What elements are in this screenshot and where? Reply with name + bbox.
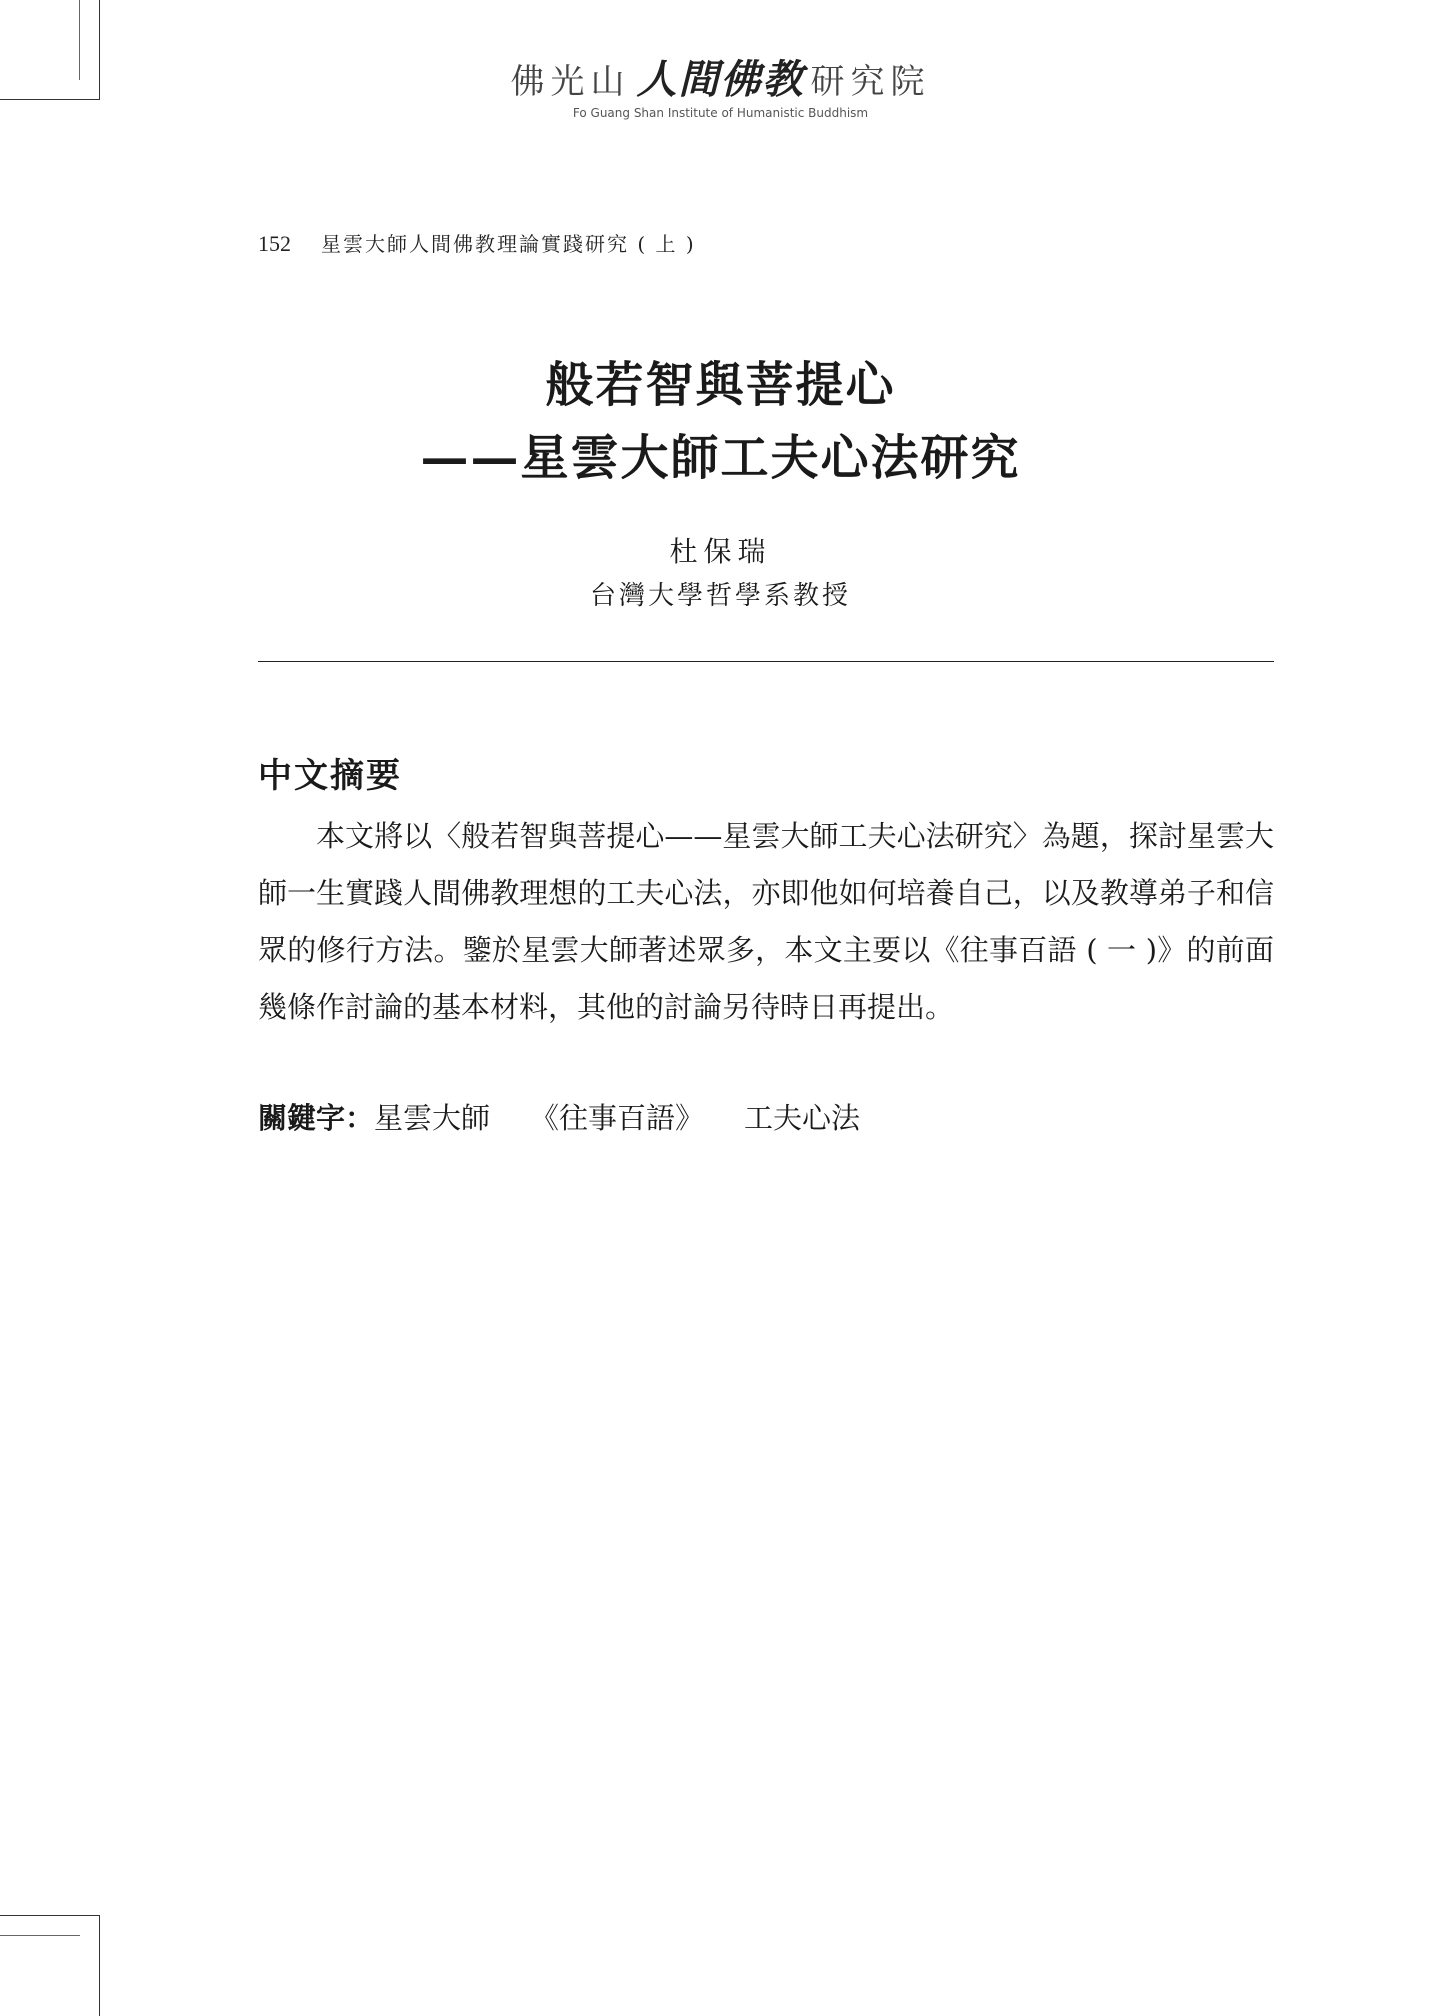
keywords <box>258 1096 900 1137</box>
keyword-item: 星雲大師 <box>374 1101 491 1135</box>
keyword-item: 工夫心法 <box>744 1101 861 1135</box>
institute-logo-name <box>0 56 1441 103</box>
abstract-body: 本文將以〈般若智與菩提心——星雲大師工夫心法研究〉為題，探討星雲大師一生實踐人間佛教理想的工夫心法，亦即他如何培養自己，以及教導弟子和信眾的修行方法。鑒於星雲大師著述眾多，本文主要以《往事百語 ( 一 )》的前面幾條作討論的基本材料，其他的討論另待時日再提出。 <box>258 819 1274 1024</box>
title-divider <box>258 661 1274 662</box>
article-title: 般若智與菩提心 <box>545 357 896 413</box>
crop-mark-bottom-vertical <box>99 1915 100 2016</box>
page-number: 152 <box>258 231 291 256</box>
logo-english-subtitle: Fo Guang Shan Institute of Humanistic Buddhism <box>572 106 869 120</box>
logo-name-left: 佛光山 <box>510 62 631 102</box>
crop-mark-bottom-horizontal <box>0 1915 100 1916</box>
crop-mark-bottom-inner <box>0 1935 80 1936</box>
logo-name-right: 研究院 <box>810 62 931 102</box>
author-affiliation: 台灣大學哲學系教授 <box>589 581 851 611</box>
running-header <box>258 228 696 257</box>
book-title: 星雲大師人間佛教理論實踐研究 ( 上 ) <box>321 232 696 256</box>
logo-calligraphy: 人間佛教 <box>636 56 805 103</box>
institute-logo <box>0 56 1441 120</box>
keyword-item: 《往事百語》 <box>530 1101 705 1135</box>
keywords-label: 關鍵字： <box>258 1101 375 1135</box>
abstract-heading: 中文摘要 <box>258 756 402 796</box>
author-name: 杜保瑞 <box>669 535 772 568</box>
article-subtitle: ——星雲大師工夫心法研究 <box>420 430 1021 486</box>
